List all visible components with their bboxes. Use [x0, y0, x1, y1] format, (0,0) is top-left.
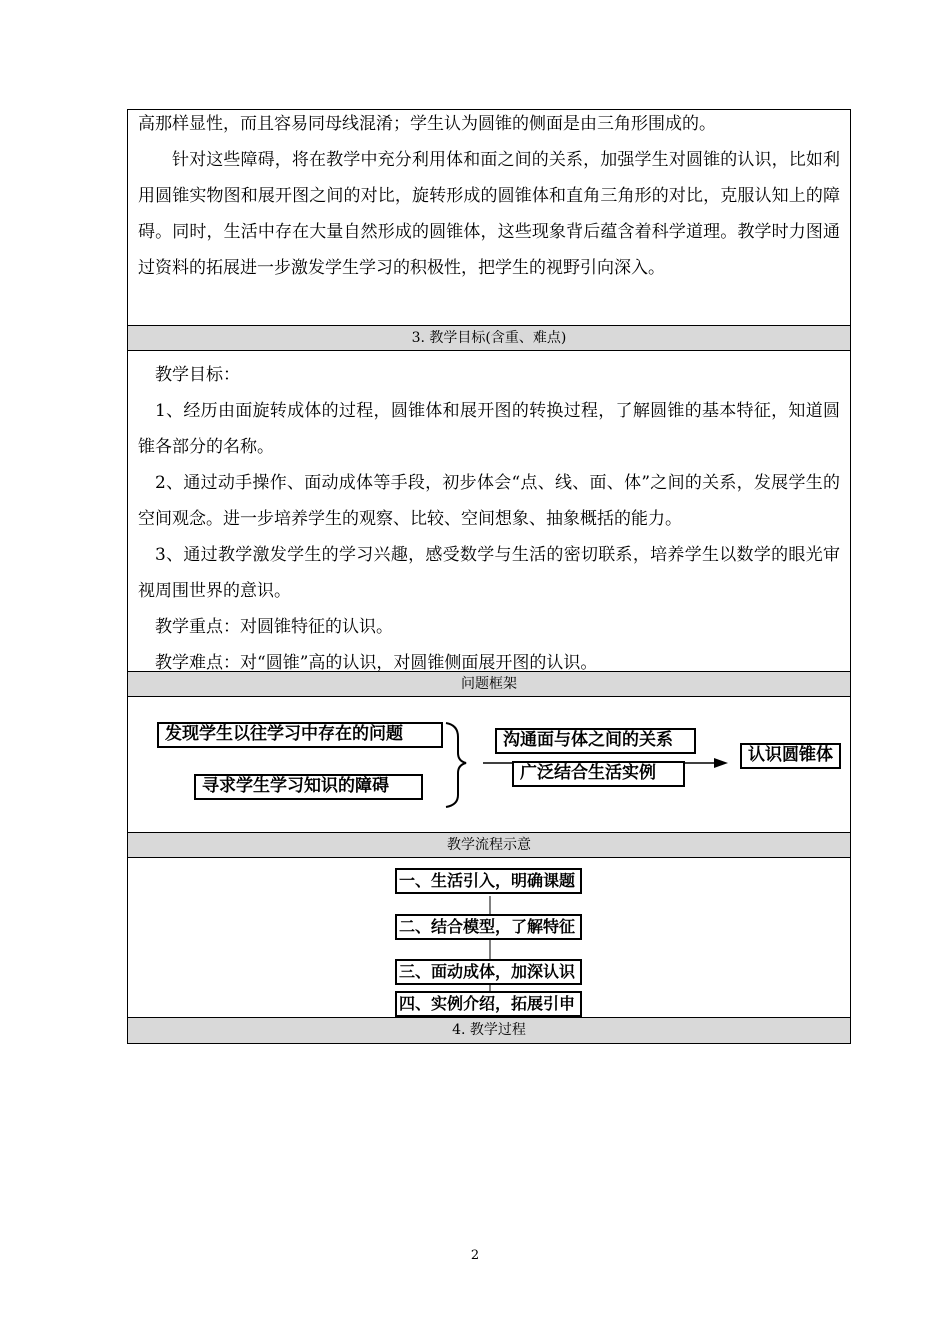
framework-left-box-2: 寻求学生学习知识的障碍 [194, 774, 423, 800]
flow-diagram [128, 858, 850, 1018]
framework-middle-box-1: 沟通面与体之间的关系 [495, 728, 696, 754]
process-header: 4. 教学过程 [128, 1018, 850, 1043]
flow-step-2: 二、结合模型，了解特征 [395, 914, 582, 940]
page-number: 2 [470, 1248, 480, 1263]
objectives-cell [128, 351, 850, 672]
flow-step-3: 三、面动成体，加深认识 [395, 959, 582, 985]
flow-header: 教学流程示意 [128, 833, 850, 858]
objective-item: 1、经历由面旋转成体的过程，圆锥体和展开图的转换过程，了解圆锥的基本特征，知道圆锥各部分的名称。 [138, 401, 840, 457]
flow-step-4: 四、实例介绍，拓展引申 [395, 991, 582, 1017]
arrow-head-icon [714, 758, 728, 768]
analysis-paragraph-1: 高那样显性，而且容易同母线混淆；学生认为圆锥的侧面是由三角形围成的。 [138, 114, 716, 134]
objective-item: 3、通过教学激发学生的学习兴趣，感受数学与生活的密切联系，培养学生以数学的眼光审视周围世界的意识。 [138, 545, 840, 601]
objectives-intro: 教学目标： [155, 365, 240, 385]
framework-header: 问题框架 [128, 672, 850, 697]
analysis-paragraph-2: 针对这些障碍，将在教学中充分利用体和面之间的关系，加强学生对圆锥的认识，比如利用圆锥实物图和展开图之间的对比，旋转形成的圆锥体和直角三角形的对比，克服认知上的障碍。同时，生活中存在大量自然形成的圆锥体，这些现象背后蕴含着科学道理。教学时力图通过资料的拓展进一步激发学生学习的积极性，把学生的视野引向深入。 [138, 150, 840, 278]
framework-middle-box-2: 广泛结合生活实例 [512, 761, 685, 787]
framework-diagram [128, 697, 850, 833]
framework-result-box: 认识圆锥体 [740, 743, 841, 769]
lesson-plan-table [127, 109, 851, 1044]
objectives-header: 3. 教学目标(含重、难点) [128, 326, 850, 351]
framework-left-box-1: 发现学生以往学习中存在的问题 [157, 722, 443, 748]
difficulty-point: 教学难点：对“圆锥”高的认识，对圆锥侧面展开图的认识。 [155, 653, 598, 673]
objective-item: 2、通过动手操作、面动成体等手段，初步体会“点、线、面、体”之间的关系，发展学生的空间观念。进一步培养学生的观察、比较、空间想象、抽象概括的能力。 [138, 473, 840, 529]
curly-brace [446, 723, 466, 807]
analysis-cell [128, 106, 850, 326]
flow-step-1: 一、生活引入，明确课题 [395, 868, 582, 894]
key-point: 教学重点：对圆锥特征的认识。 [155, 617, 393, 637]
